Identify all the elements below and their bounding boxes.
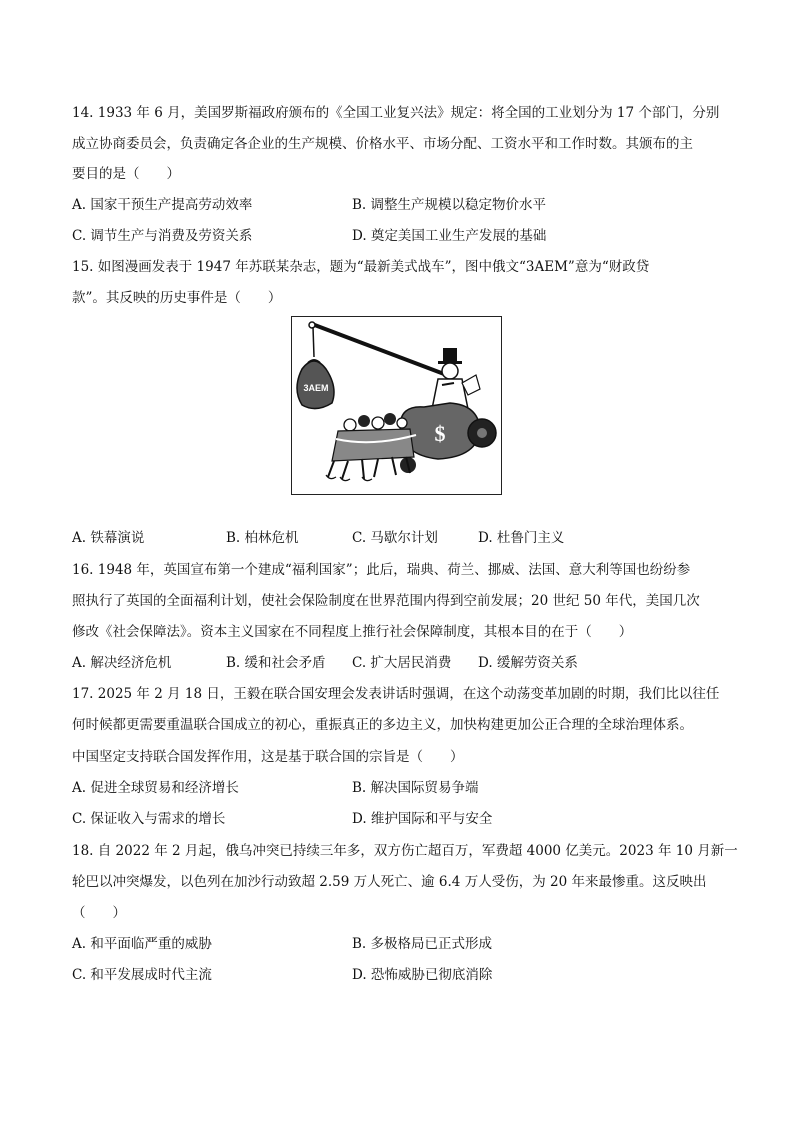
q18-option-b: B. 多极格局已正式形成 [352, 936, 493, 952]
q14-option-a: A. 国家干预生产提高劳动效率 [72, 197, 253, 213]
sack-label: 3AEM [303, 383, 329, 393]
q15-stem-line-2: 款”。其反映的历史事件是（ ） [72, 290, 282, 306]
q18-stem-line-1: 18. 自 2022 年 2 月起，俄乌冲突已持续三年多，双方伤亡超百万，军费超 4000 亿美元。2023 年 10 月新一 [72, 843, 738, 859]
q16-stem-line-1: 16. 1948 年，英国宣布第一个建成“福利国家”；此后，瑞典、荷兰、挪威、法国、意大利等国也纷纷参 [72, 562, 691, 578]
q17-option-b: B. 解决国际贸易争端 [352, 780, 479, 796]
money-sack [297, 360, 334, 409]
q15-option-a: A. 铁幕演说 [72, 530, 145, 546]
cartoon-illustration [292, 317, 501, 494]
q15-option-c: C. 马歇尔计划 [352, 530, 438, 546]
q16-option-c: C. 扩大居民消费 [352, 655, 452, 671]
q15-stem-line-1: 15. 如图漫画发表于 1947 年苏联某杂志，题为“最新美式战车”，图中俄文“3AEM”意为“财政贷 [72, 259, 650, 275]
q17-option-d: D. 维护国际和平与安全 [352, 811, 493, 827]
q17-stem-line-1: 17. 2025 年 2 月 18 日，王毅在联合国安理会发表讲话时强调，在这个动荡变革加剧的时期，我们比以往任 [72, 686, 720, 702]
q16-option-a: A. 解决经济危机 [72, 655, 172, 671]
q18-stem-line-2: 轮巴以冲突爆发，以色列在加沙行动致超 2.59 万人死亡、逾 6.4 万人受伤，为 20 年来最惨重。这反映出 [72, 874, 707, 890]
q18-stem-line-3: （ ） [72, 905, 126, 921]
q16-stem-line-2: 照执行了英国的全面福利计划，使社会保险制度在世界范围内得到空前发展；20 世纪 50 年代，美国几次 [72, 593, 700, 609]
q16-option-b: B. 缓和社会矛盾 [226, 655, 326, 671]
q17-stem-line-3: 中国坚定支持联合国发挥作用，这是基于联合国的宗旨是（ ） [72, 749, 464, 765]
dollar-symbol: $ [434, 421, 446, 446]
q18-option-a: A. 和平面临严重的威胁 [72, 936, 212, 952]
q16-option-d: D. 缓解劳资关系 [478, 655, 578, 671]
pole-shape [312, 324, 452, 377]
q17-option-c: C. 保证收入与需求的增长 [72, 811, 226, 827]
capitalist-figure [432, 348, 480, 409]
q15-option-d: D. 杜鲁门主义 [478, 530, 565, 546]
money-bag-cart [400, 403, 496, 473]
q17-stem-line-2: 何时候都更需要重温联合国成立的初心，重振真正的多边主义，加快构建更加公正合理的全球治理体系。 [72, 717, 693, 733]
q14-stem-line-3: 要目的是（ ） [72, 166, 180, 182]
q14-option-b: B. 调整生产规模以稳定物价水平 [352, 197, 547, 213]
q16-stem-line-3: 修改《社会保障法》。资本主义国家在不同程度上推行社会保障制度，其根本目的在于（ ） [72, 624, 633, 640]
q15-option-b: B. 柏林危机 [226, 530, 299, 546]
q14-option-d: D. 奠定美国工业生产发展的基础 [352, 228, 547, 244]
q18-option-d: D. 恐怖威胁已彻底消除 [352, 967, 493, 983]
q17-option-a: A. 促进全球贸易和经济增长 [72, 780, 239, 796]
cartoon-figure [291, 316, 502, 495]
q14-option-c: C. 调节生产与消费及劳资关系 [72, 228, 253, 244]
q18-option-c: C. 和平发展成时代主流 [72, 967, 212, 983]
q14-stem-line-1: 14. 1933 年 6 月，美国罗斯福政府颁布的《全国工业复兴法》规定：将全国的工业划分为 17 个部门，分别 [72, 105, 720, 121]
q14-stem-line-2: 成立协商委员会，负责确定各企业的生产规模、价格水平、市场分配、工资水平和工作时数。其颁布的主 [72, 136, 693, 152]
